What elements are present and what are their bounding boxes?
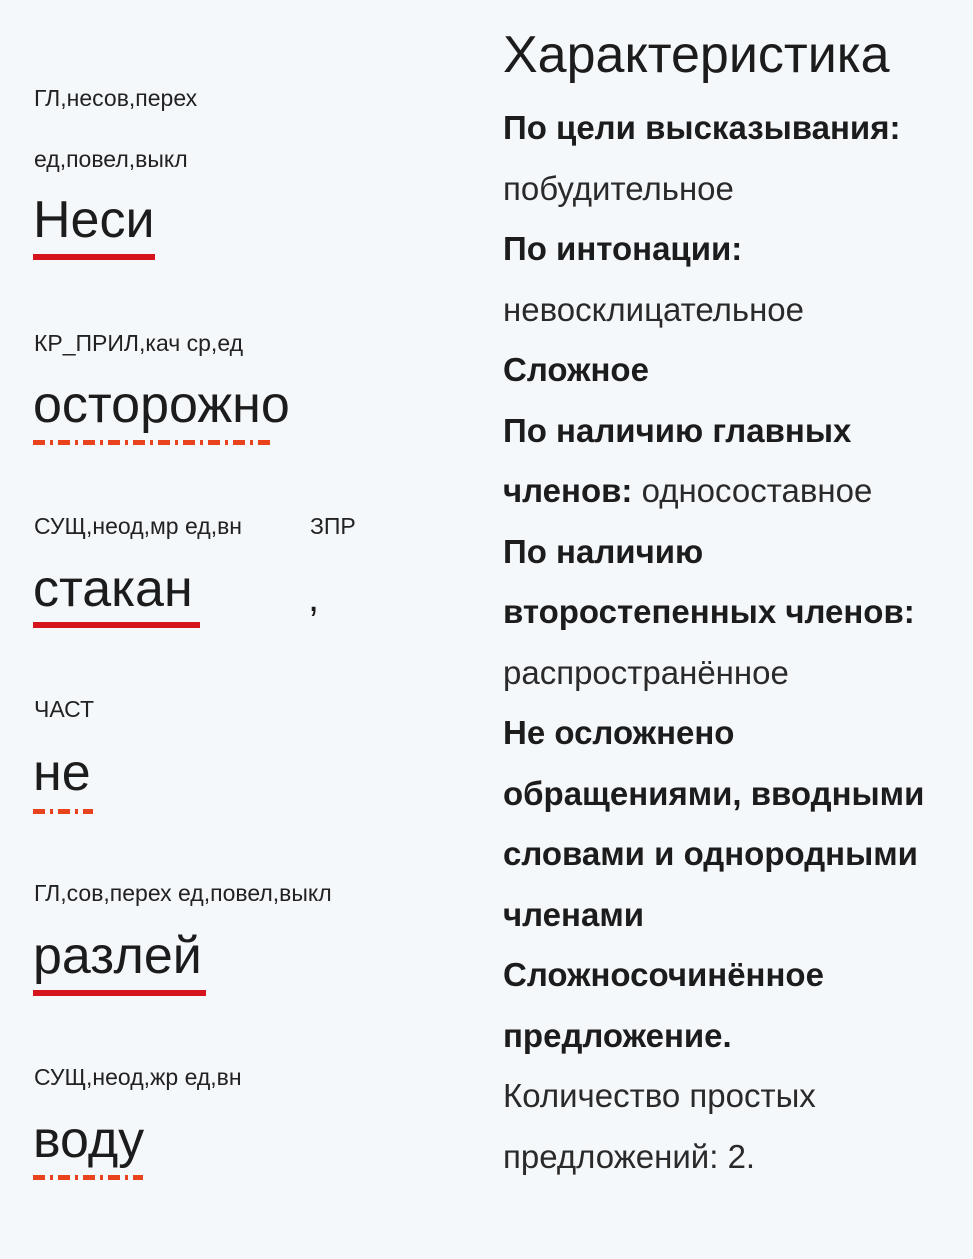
word-text: воду: [33, 1111, 145, 1169]
characteristics-text: [503, 98, 948, 1187]
simple-count-label: Количество простых предложений:: [503, 1077, 816, 1175]
word-text: осторожно: [33, 376, 290, 434]
comma-mark: ,: [308, 576, 320, 620]
simple-count-value: 2.: [727, 1137, 756, 1175]
main-members-label: По наличию главных членов:: [503, 411, 852, 509]
word-text: Неси: [33, 191, 155, 249]
main-members-value: односоставное: [641, 472, 873, 509]
object-underline: [33, 1175, 143, 1180]
secondary-members-label: По наличию второстепенных членов:: [503, 532, 915, 630]
complexity-label: Сложное: [503, 351, 649, 388]
particle-underline: [33, 809, 93, 814]
characteristics-panel: [503, 22, 948, 1187]
purpose-label: По цели высказывания:: [503, 109, 901, 146]
adverbial-underline: [33, 440, 271, 445]
word-tag: ГЛ,сов,перех ед,повел,выкл: [34, 880, 332, 906]
subject-underline: [33, 622, 200, 628]
word-tag: СУЩ,неод,мр ед,вн: [34, 513, 243, 539]
sentence-parse: [0, 0, 480, 1259]
word-text: не: [33, 744, 91, 802]
complication-label: Не осложнено обращениями, вводными словами и однородными членами: [503, 714, 925, 933]
intonation-value: невосклицательное: [503, 290, 804, 328]
word-tag: СУЩ,неод,жр ед,вн: [34, 1064, 242, 1090]
sentence-type-label: Сложносочинённое предложение.: [503, 956, 824, 1054]
predicate-underline: [33, 254, 155, 260]
purpose-value: побудительное: [503, 169, 734, 207]
characteristics-title: Характеристика: [503, 26, 890, 84]
word-tag: ГЛ,несов,перех: [34, 85, 198, 111]
predicate-underline: [33, 990, 206, 996]
word-tag: КР_ПРИЛ,кач ср,ед: [34, 330, 244, 356]
punct-tag: ЗПР: [310, 513, 356, 539]
word-text: разлей: [33, 927, 202, 985]
word-text: стакан: [33, 560, 193, 618]
word-tag: ЧАСТ: [34, 696, 95, 722]
secondary-members-value: распространённое: [503, 653, 789, 691]
word-tag: ед,повел,выкл: [34, 146, 188, 172]
intonation-label: По интонации:: [503, 230, 743, 267]
